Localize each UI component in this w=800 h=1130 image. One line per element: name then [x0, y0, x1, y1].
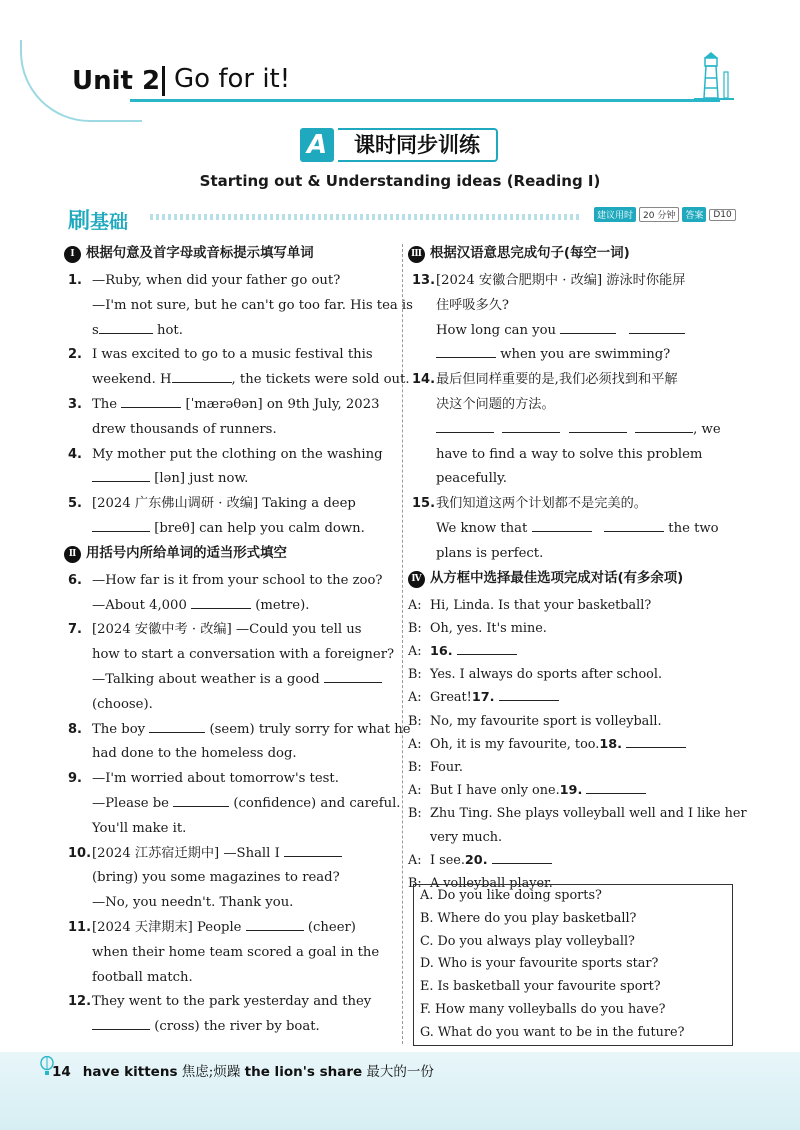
answer-blank[interactable] — [99, 319, 153, 334]
answer-blank[interactable] — [246, 916, 304, 931]
question-text: How long can you — [436, 322, 561, 338]
section-title: 根据汉语意思完成句子(每空一词) — [430, 246, 630, 262]
section-heading — [408, 567, 734, 592]
unit-separator — [162, 66, 165, 96]
speaker: B: — [408, 620, 422, 636]
dialog-text: But I have only one. — [430, 783, 560, 799]
question-text: We know that — [436, 520, 532, 536]
question-number: 6. — [68, 572, 82, 588]
question-5 — [68, 492, 394, 542]
question-2 — [68, 343, 410, 393]
question-text: , we — [693, 421, 721, 437]
answer-blank[interactable] — [436, 418, 494, 433]
answer-blank[interactable] — [499, 686, 559, 701]
speaker — [408, 826, 430, 849]
answer-blank[interactable] — [92, 1015, 150, 1030]
speaker: B: — [408, 876, 422, 891]
question-text: peacefully. — [436, 471, 507, 487]
answer-blank[interactable] — [121, 393, 181, 408]
question-text: have to find a way to solve this problem — [436, 446, 703, 462]
answer-label: 答案 — [682, 207, 706, 222]
question-text: 我们知道这两个计划都不是完美的。 — [436, 496, 647, 512]
question-10 — [68, 842, 394, 916]
question-text: hot. — [152, 322, 183, 338]
answer-blank[interactable] — [492, 849, 552, 864]
question-number: 9. — [68, 771, 82, 787]
blank-number: 20. — [464, 852, 488, 868]
dialog-line — [408, 594, 734, 617]
speaker: A: — [408, 852, 422, 868]
question-11 — [68, 916, 394, 990]
section-heading — [64, 542, 394, 567]
question-4 — [68, 443, 394, 493]
speaker: B: — [408, 759, 422, 775]
question-text: had done to the homeless dog. — [92, 746, 297, 762]
question-text: They went to the park yesterday and they — [92, 994, 372, 1010]
phonetic-hint: [breθ] can help you calm down. — [150, 520, 365, 536]
section-number-badge: Ⅳ — [408, 571, 425, 588]
word-hint: (metre). — [251, 597, 310, 613]
dialog-line — [408, 756, 734, 779]
question-number: 7. — [68, 622, 82, 638]
header-rule — [130, 99, 720, 102]
answer-blank[interactable] — [560, 319, 616, 334]
unit-label: Unit 2 — [72, 66, 161, 96]
dialog-text: Hi, Linda. Is that your basketball? — [430, 597, 652, 613]
dialog-line — [408, 710, 734, 733]
question-text: the two — [664, 520, 719, 536]
question-text: 最后但同样重要的是,我们必须找到和平解 — [436, 372, 678, 388]
question-7 — [68, 618, 394, 717]
question-text: The — [92, 396, 122, 412]
idiom-chinese: 焦虑;烦躁 — [177, 1064, 245, 1080]
phonetic-hint: [ˈmærəθən] on 9th July, 2023 — [181, 396, 380, 412]
answer-blank[interactable] — [635, 418, 693, 433]
word-hint: (bring) you some magazines to read? — [92, 870, 340, 886]
question-number: 4. — [68, 446, 82, 462]
speaker: A: — [408, 597, 422, 613]
speaker: A: — [408, 736, 422, 752]
speaker: B: — [408, 806, 422, 822]
answer-blank[interactable] — [569, 418, 627, 433]
question-text: You'll make it. — [92, 820, 187, 836]
first-letter-hint: s — [92, 322, 99, 338]
section-heading — [408, 242, 734, 267]
question-number: 8. — [68, 721, 82, 737]
dialog-line — [408, 826, 734, 849]
question-13 — [412, 269, 734, 368]
question-text: —No, you needn't. Thank you. — [92, 895, 294, 911]
blank-number: 18. — [599, 736, 622, 752]
question-number: 15. — [412, 496, 436, 512]
answer-blank[interactable] — [604, 517, 664, 532]
question-text: when you are swimming? — [496, 347, 671, 363]
section-number-badge: Ⅰ — [64, 246, 81, 263]
option-item: E. Is basketball your favourite sport? — [420, 979, 661, 995]
question-text: —Please be — [92, 795, 174, 811]
speaker: A: — [408, 690, 422, 706]
question-text: —About 4,000 — [92, 597, 192, 613]
answer-page: D10 — [709, 209, 735, 221]
question-text: The boy — [92, 721, 150, 737]
question-15 — [412, 492, 734, 566]
question-number: 3. — [68, 396, 82, 412]
footer-idioms — [52, 1060, 434, 1080]
blank-number: 16. — [430, 643, 453, 659]
question-text: plans is perfect. — [436, 545, 544, 561]
question-text: [2024 江苏宿迁期中] —Shall I — [92, 845, 284, 861]
answer-blank[interactable] — [436, 343, 496, 358]
dialog-text: Yes. I always do sports after school. — [430, 667, 663, 683]
option-item: B. Where do you play basketball? — [420, 910, 637, 926]
question-text: I was excited to go to a music festival this — [92, 347, 373, 363]
question-text: when their home team scored a goal in the — [92, 944, 380, 960]
answer-blank[interactable] — [457, 640, 517, 655]
dialog-text: No, my favourite sport is volleyball. — [430, 713, 662, 729]
page-number: 14 — [52, 1064, 71, 1080]
question-text: —I'm worried about tomorrow's test. — [92, 771, 339, 787]
question-text: [2024 安徽合肥期中 · 改编] 游泳时你能屏 — [436, 273, 686, 288]
dialog-line — [408, 686, 734, 709]
basic-practice-label — [68, 204, 128, 235]
idiom-english: the lion's share — [244, 1064, 363, 1080]
banner-title: 课时同步训练 — [338, 128, 498, 162]
answer-blank[interactable] — [626, 733, 686, 748]
blank-number: 19. — [559, 783, 583, 799]
word-hint: (choose). — [92, 696, 153, 712]
answer-blank[interactable] — [173, 792, 229, 807]
question-3 — [68, 393, 394, 443]
answer-blank[interactable] — [284, 842, 342, 857]
question-text: , the tickets were sold out. — [231, 372, 410, 388]
word-hint: (cheer) — [303, 919, 356, 935]
dialog-text: Great! — [430, 690, 472, 706]
answer-blank[interactable] — [502, 418, 560, 433]
question-8 — [68, 718, 411, 768]
time-value: 20 分钟 — [639, 207, 679, 222]
speaker: A: — [408, 643, 422, 659]
question-number: 12. — [68, 994, 92, 1010]
dialog-text: Four. — [430, 759, 463, 775]
question-text: how to start a conversation with a foreigner? — [92, 647, 395, 663]
unit-title: Go for it! — [174, 64, 291, 94]
dialog-line — [408, 849, 734, 872]
dialog-text: I see. — [430, 852, 465, 868]
question-6 — [68, 569, 394, 619]
question-text: —How far is it from your school to the zoo? — [92, 572, 383, 588]
dialog-text: Zhu Ting. She plays volleyball well and I like her — [430, 806, 747, 822]
option-item: D. Who is your favourite sports star? — [420, 956, 659, 972]
lighthouse-icon — [690, 50, 736, 104]
speaker: B: — [408, 713, 422, 729]
question-text: football match. — [92, 969, 193, 985]
question-text: —Ruby, when did your father go out? — [92, 273, 341, 288]
question-1 — [68, 269, 413, 343]
word-hint: (seem) truly sorry for what he — [205, 721, 411, 737]
option-item: F. How many volleyballs do you have? — [420, 1001, 666, 1017]
word-hint: (confidence) and careful. — [229, 795, 401, 811]
answer-blank[interactable] — [92, 517, 150, 532]
question-number: 13. — [412, 273, 436, 288]
dialog-text: A volleyball player. — [430, 876, 553, 891]
options-box — [413, 884, 733, 1046]
time-label: 建议用时 — [594, 207, 636, 222]
question-number: 2. — [68, 347, 82, 363]
question-14 — [412, 368, 734, 492]
answer-blank[interactable] — [324, 668, 382, 683]
section-title: 用括号内所给单词的适当形式填空 — [86, 545, 287, 561]
question-text: [2024 安徽中考 · 改编] —Could you tell us — [92, 622, 362, 638]
speaker: A: — [408, 783, 422, 799]
section-title: 根据句意及首字母或音标提示填写单词 — [86, 246, 314, 262]
left-column — [68, 242, 413, 1040]
answer-blank[interactable] — [629, 319, 685, 334]
dialog-text: Oh, yes. It's mine. — [430, 620, 547, 636]
section-heading — [64, 242, 394, 267]
dialog-line — [408, 733, 734, 756]
question-12 — [68, 990, 394, 1040]
question-text: [2024 广东佛山调研 · 改编] Taking a deep — [92, 496, 356, 512]
question-number: 1. — [68, 273, 82, 288]
question-text: 住呼吸多久? — [436, 297, 510, 313]
dialog-text: Oh, it is my favourite, too. — [430, 736, 600, 752]
question-number: 11. — [68, 919, 92, 935]
question-text: drew thousands of runners. — [92, 421, 277, 437]
answer-blank[interactable] — [586, 779, 646, 794]
section-number-badge: Ⅲ — [408, 246, 425, 263]
question-number: 5. — [68, 496, 82, 512]
question-text: —Talking about weather is a good — [92, 671, 324, 687]
answer-blank[interactable] — [92, 467, 150, 482]
dialog-line — [408, 779, 734, 802]
speaker: B: — [408, 667, 422, 683]
banner-letter-badge: A — [300, 128, 334, 162]
lesson-subtitle: Starting out & Understanding ideas (Reading Ⅰ) — [199, 172, 601, 190]
dotted-bar — [150, 214, 580, 220]
dialog-text: very much. — [430, 829, 503, 845]
right-column — [408, 242, 747, 895]
question-9 — [68, 767, 401, 841]
section-number-badge: Ⅱ — [64, 546, 81, 563]
answer-blank[interactable] — [191, 594, 251, 609]
option-item: A. Do you like doing sports? — [420, 888, 602, 903]
word-hint: (cross) the river by boat. — [150, 1019, 320, 1035]
answer-blank[interactable] — [149, 718, 205, 733]
phonetic-hint: [lən] just now. — [150, 471, 249, 487]
idiom-english: have kittens — [82, 1064, 178, 1080]
answer-blank[interactable] — [532, 517, 592, 532]
option-item: C. Do you always play volleyball? — [420, 933, 635, 949]
time-tag — [594, 207, 736, 222]
question-text: weekend. H — [92, 372, 172, 388]
section-title: 从方框中选择最佳选项完成对话(有多余项) — [430, 570, 684, 586]
question-text: 决这个问题的方法。 — [436, 396, 555, 412]
question-number: 10. — [68, 845, 92, 861]
dialog-line — [408, 640, 734, 663]
dialog-line — [408, 617, 734, 640]
question-text: [2024 天津期末] People — [92, 919, 246, 935]
shua-character: 刷 — [68, 209, 91, 234]
answer-blank[interactable] — [172, 368, 232, 383]
question-number: 14. — [412, 372, 436, 388]
basic-label: 基础 — [90, 211, 129, 233]
option-item: G. What do you want to be in the future? — [420, 1024, 685, 1040]
dialog-line — [408, 663, 734, 686]
question-text: —I'm not sure, but he can't go too far. His tea is — [92, 297, 413, 313]
dialog — [408, 594, 747, 896]
idiom-chinese: 最大的一份 — [362, 1064, 434, 1080]
blank-number: 17. — [471, 690, 495, 706]
dialog-line — [408, 802, 747, 825]
question-text: My mother put the clothing on the washing — [92, 446, 383, 462]
